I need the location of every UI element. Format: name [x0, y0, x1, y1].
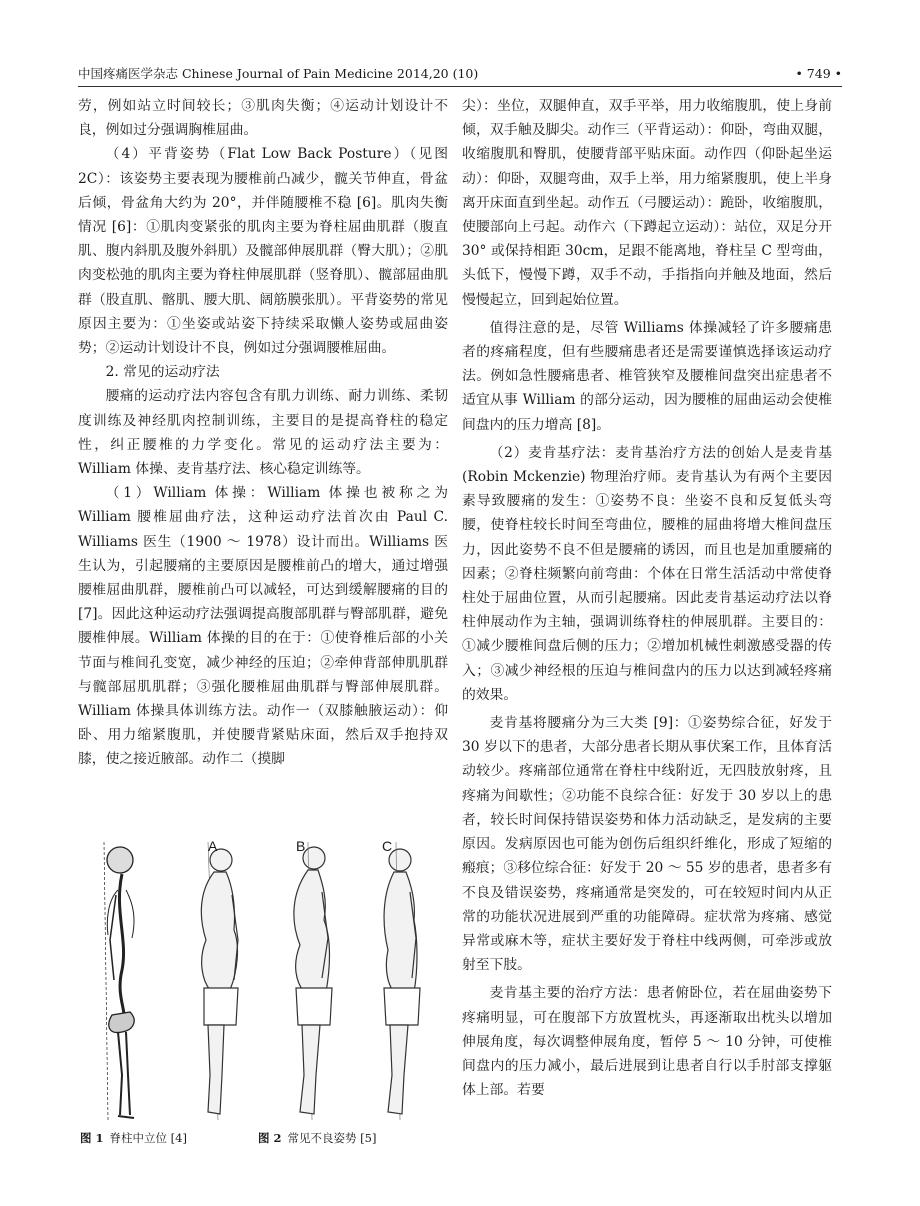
right-column — [462, 94, 832, 1102]
paragraph: 腰痛的运动疗法内容包含有肌力训练、耐力训练、柔韧度训练及神经肌肉控制训练，主要目的是提高脊柱的稳定性，纠正腰椎的力学变化。常见的运动疗法主要为：William 体操、麦肯基疗法、核心稳定训练等。 — [78, 388, 448, 478]
posture-illustration — [78, 820, 448, 1125]
paragraph: 值得注意的是，尽管 Williams 体操减轻了许多腰痛患者的疼痛程度，但有些腰痛患者还是需要谨慎选择该运动疗法。例如急性腰痛患者、椎管狭窄及腰椎间盘突出症患者不适宜从事 William 的部分运动，因为腰椎的屈曲运动会使椎间盘内的压力增高 [8]。 — [462, 319, 832, 433]
panel-label-c: C — [382, 838, 393, 854]
paragraph: 尖）：坐位，双腿伸直，双手平举，用力收缩腹肌，使上身前倾，双手触及脚尖。动作三（平背运动）：仰卧，弯曲双腿，收缩腹肌和臀肌，使腰背部平贴床面。动作四（仰卧起坐运动）：仰卧，双腿弯曲，双手上举，用力缩紧腹肌，使上半身离开床面直到坐起。动作五（弓腰运动）：跪卧，收缩腹肌，使腰部向上弓起。动作六（下蹲起立运动）：站位，双足分开 30° 或保持相距 30cm，足跟不能离地，脊柱呈 C 型弯曲，头低下，慢慢下蹲，双手不动，手指指向并触及地面，然后慢慢起立，回到起始位置。 — [462, 98, 832, 308]
figure-2-text: 常见不良姿势 [5] — [287, 1131, 377, 1145]
page-number: • 749 • — [795, 66, 842, 81]
paragraph: （1）William 体操：William 体操也被称之为 William 腰椎屈曲疗法，这种运动疗法首次由 Paul C. Williams 医生（1900 ～ 1978）设计而出。Williams 医生认为，引起腰痛的主要原因是腰椎前凸的增大，通过增强腰椎屈曲肌群，腰椎前凸可以减轻，可达到缓解腰痛的目的 [7]。因此这种运动疗法强调提高腹部肌群与臀部肌群，避免腰椎伸展。William 体操的目的在于：①使脊椎后部的小关节面与椎间孔变宽，减少神经的压迫；②牵伸背部伸肌肌群与髋部屈肌肌群；③强化腰椎屈曲肌群与臀部伸展肌群。William 体操具体训练方法。动作一（双膝触腋运动）：仰卧、用力缩紧腹肌，并使腰背紧贴床面，然后双手抱持双膝，使之接近腋部。动作二（摸脚 — [78, 485, 448, 768]
paragraph: 劳，例如站立时间较长；③肌肉失衡；④运动计划设计不良，例如过分强调胸椎屈曲。 — [78, 98, 448, 139]
figure-1-text: 脊柱中立位 [4] — [109, 1131, 187, 1145]
panel-label-b: B — [296, 838, 306, 854]
paragraph: 麦肯基主要的治疗方法：患者俯卧位，若在屈曲姿势下疼痛明显，可在腹部下方放置枕头，再逐渐取出枕头以增加伸展角度，每次调整伸展角度，暂停 5 ～ 10 分钟，可使椎间盘内的压力减小，最后进展到让患者自行以手肘部支撑躯体上部。若要 — [462, 985, 832, 1099]
figure-1-number: 图 1 — [80, 1131, 104, 1145]
figures — [78, 820, 448, 1160]
skeleton-figure — [104, 842, 134, 1120]
posture-b-figure — [294, 842, 332, 1120]
left-column — [78, 94, 448, 772]
figure-1-caption — [80, 1130, 187, 1146]
posture-a-figure — [201, 842, 238, 1120]
section-heading: 2. 常见的运动疗法 — [105, 364, 220, 381]
journal-title: 中国疼痛医学杂志 Chinese Journal of Pain Medicine 2014,20 (10) — [78, 66, 479, 81]
paragraph: 麦肯基将腰痛分为三大类 [9]：①姿势综合征，好发于 30 岁以下的患者，大部分患者长期从事伏案工作，且体育活动较少。疼痛部位通常在脊柱中线附近，无四肢放射疼，且疼痛为间歇性；②功能不良综合征：好发于 30 岁以上的患者，较长时间保持错误姿势和体力活动缺乏，是发病的主要原因。发病原因也可能为创伤后组织纤维化，形成了短缩的瘢痕；③移位综合征：好发于 20 ～ 55 岁的患者，患者多有不良及错误姿势，疼痛通常是突发的，可在较短时间内从正常的功能状况进展到严重的功能障碍。症状常为疼痛、感觉异常或麻木等，症状主要好发于脊柱中线两侧，可牵涉或放射至下肢。 — [462, 715, 832, 974]
header-rule — [78, 86, 842, 87]
paragraph: （2）麦肯基疗法：麦肯基治疗方法的创始人是麦肯基 (Robin Mckenzie) 物理治疗师。麦肯基认为有两个主要因素导致腰痛的发生：①姿势不良：坐姿不良和反复低头弯腰，使脊柱较长时间至弯曲位，腰椎的屈曲将增大椎间盘压力，因此姿势不良不但是腰痛的诱因，而且也是加重腰痛的因素；②脊柱频繁向前弯曲：个体在日常生活活动中常使脊柱处于屈曲位置，从而引起腰痛。因此麦肯基运动疗法以脊柱伸展动作为主轴，强调训练脊柱的伸展肌群。主要目的：①减少腰椎间盘后侧的压力；②增加机械性刺激感受器的传入；③减少神经根的压迫与椎间盘内的压力以达到减轻疼痛的效果。 — [462, 444, 832, 703]
figure-2-number: 图 2 — [258, 1131, 282, 1145]
paragraph: （4）平背姿势（Flat Low Back Posture）（见图2C）：该姿势主要表现为腰椎前凸减少，髋关节伸直，骨盆后倾，骨盆角大约为 20°，并伴随腰椎不稳 [6]。肌肉失衡情况 [6]：①肌肉变紧张的肌肉主要为脊柱屈曲肌群（腹直肌、腹内斜肌及腹外斜肌）及髋部伸展肌群（臀大肌）；②肌肉变松弛的肌肉主要为脊柱伸展肌群（竖脊肌）、髋部屈曲肌群（股直肌、髂肌、腰大肌、阔筋膜张肌）。平背姿势的常见原因主要为：①坐姿或站姿下持续采取懒人姿势或屈曲姿势；②运动计划设计不良，例如过分强调腰椎屈曲。 — [78, 146, 448, 357]
panel-label-a: A — [208, 838, 218, 854]
posture-c-figure — [384, 842, 420, 1120]
running-header — [78, 64, 842, 84]
figure-2-caption — [258, 1130, 376, 1146]
